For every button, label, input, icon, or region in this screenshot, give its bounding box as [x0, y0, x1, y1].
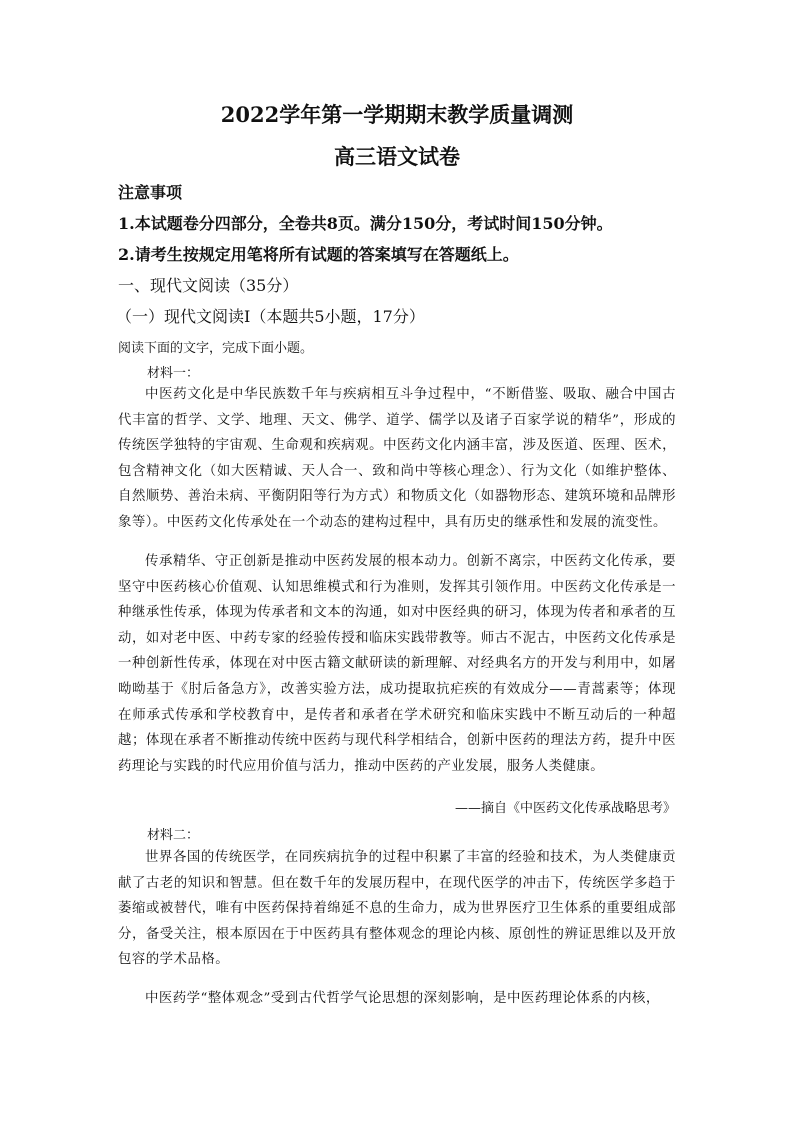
- notes-item-1: 1.本试题卷分四部分，全卷共8页。满分150分，考试时间150分钟。: [118, 214, 613, 233]
- material-1-source: ——摘自《中医药文化传承战略思考》: [454, 801, 676, 816]
- material-1-paragraph-2: 传承精华、守正创新是推动中医药发展的根本动力。创新不离宗，中医药文化传承，要坚守中医药核心价值观、认知思维模式和行为准则，发挥其引领作用。中医药文化传承是一种继承性传承，体现为传承者和文本的沟通，如对中医经典的研习，体现为传者和承者的互动，如对老中医、中药专家的经验传授和临床实践带教等。师古不泥古，中医药文化传承是一种创新性传承，体现在对中医古籍文献研读的新理解、对经典名方的开发与利用中，如屠呦呦基于《肘后备急方》，改善实验方法，成功提取抗疟疾的有效成分——青蒿素等；体现在师承式传承和学校教育中，是传者和承者在学术研究和临床实践中不断互动后的一种超越；体现在承者不断推动传统中医药与现代科学相结合，创新中医药的理法方药，提升中医药理论与实践的时代应用价值与活力，推动中医药的产业发展，服务人类健康。: [118, 554, 676, 774]
- notes-item-2: 2.请考生按规定用笔将所有试题的答案填写在答题纸上。: [118, 245, 519, 264]
- material-1-label: 材料一：: [147, 366, 200, 381]
- section-title: 一、现代文阅读（35分）: [118, 276, 299, 295]
- material-2-label: 材料二：: [147, 828, 200, 843]
- section-subtitle: （一）现代文阅读Ⅰ（本题共5小题，17分）: [116, 307, 425, 326]
- material-1-paragraph-1: 中医药文化是中华民族数千年与疾病相互斗争过程中，“不断借鉴、吸取、融合中国古代丰富的哲学、文学、地理、天文、佛学、道学、儒学以及诸子百家学说的精华”，形成的传统医学独特的宇宙观、生命观和疾病观。中医药文化内涵丰富，涉及医道、医理、医术，包含精神文化（如大医精诚、天人合一、致和尚中等核心理念）、行为文化（如维护整体、自然顺势、善治未病、平衡阴阳等行为方式）和物质文化（如器物形态、建筑环境和品牌形象等）。中医药文化传承处在一个动态的建构过程中，具有历史的继承性和发展的流变性。: [118, 387, 676, 530]
- exam-title: 2022学年第一学期期末教学质量调测: [220, 102, 574, 127]
- exam-subtitle: 高三语文试卷: [334, 144, 460, 169]
- notes-heading: 注意事项: [118, 183, 183, 202]
- material-2-paragraph-2: 中医药学“整体观念”受到古代哲学气论思想的深刻影响，是中医药理论体系的内核，: [145, 991, 660, 1006]
- instruction-text: 阅读下面的文字，完成下面小题。: [118, 341, 314, 356]
- material-2-paragraph-1: 世界各国的传统医学，在同疾病抗争的过程中积累了丰富的经验和技术，为人类健康贡献了古老的知识和智慧。但在数千年的发展历程中，在现代医学的冲击下，传统医学多趋于萎缩或被替代，唯有中医药保持着绵延不息的生命力，成为世界医疗卫生体系的重要组成部分，备受关注，根本原因在于中医药具有整体观念的理论内核、原创性的辨证思维以及开放包容的学术品格。: [118, 850, 676, 968]
